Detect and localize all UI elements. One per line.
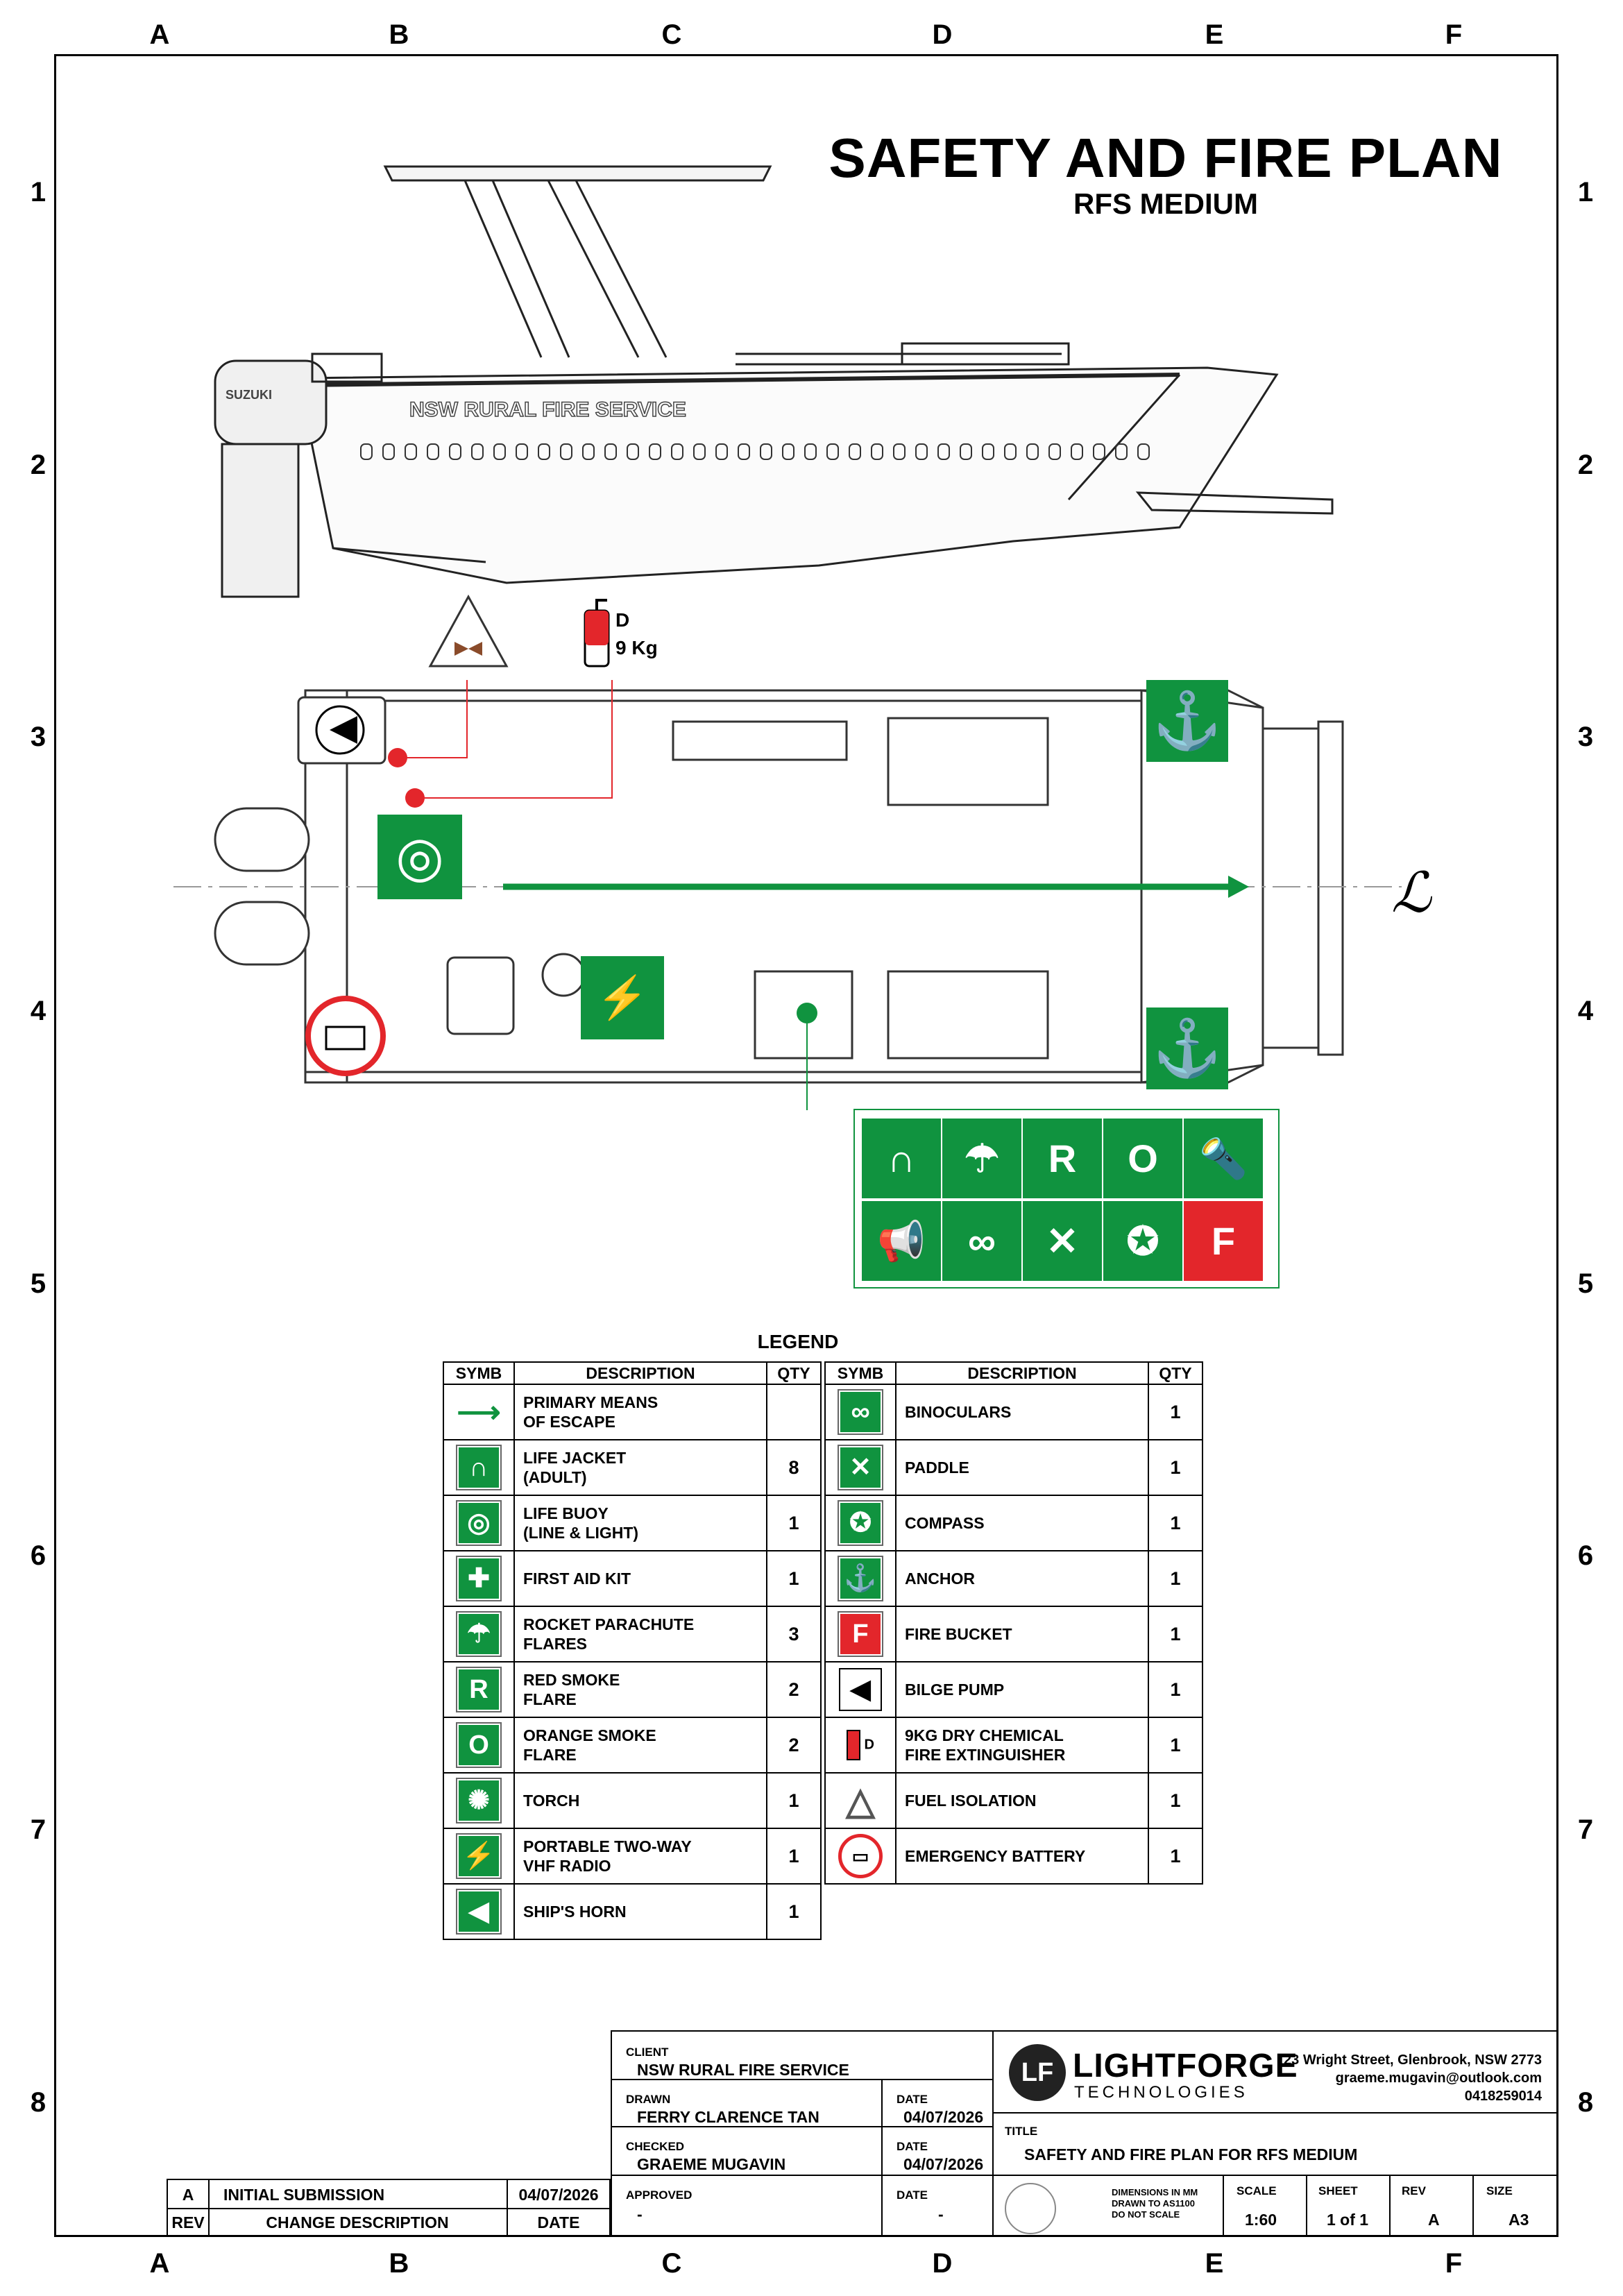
legend-qty: 1 xyxy=(1148,1773,1203,1828)
legend-row xyxy=(825,1606,1203,1662)
vhf-radio-icon: ⚡ xyxy=(457,1835,500,1878)
legend-row xyxy=(825,1551,1203,1606)
fire-bucket-icon: F xyxy=(839,1613,882,1656)
checked-label: CHECKED xyxy=(626,2140,685,2153)
company-address: 23 Wright Street, Glenbrook, NSW 2773 xyxy=(1284,2052,1542,2068)
zone-row-4: 4 xyxy=(30,996,46,1026)
page-subtitle: RFS MEDIUM xyxy=(1073,187,1258,220)
paddle-icon: ✕ xyxy=(1023,1201,1102,1281)
safety-locker xyxy=(853,1109,1280,1289)
fuel-isolation-icon: △ xyxy=(846,1780,875,1822)
legend-description: TORCH xyxy=(514,1773,767,1828)
ships-horn-icon: ◀ xyxy=(457,1890,500,1933)
drawn-date: 04/07/2026 xyxy=(903,2108,984,2126)
zone-col-b: B xyxy=(389,2248,409,2279)
zone-row-5: 5 xyxy=(30,1268,46,1299)
rev-value: A xyxy=(1428,2211,1440,2229)
checked-date-label: DATE xyxy=(897,2140,928,2153)
fire-extinguisher-icon: D xyxy=(847,1730,874,1760)
legend-description: ANCHOR xyxy=(896,1551,1148,1606)
revision-rev: A xyxy=(182,2186,194,2204)
checked-date: 04/07/2026 xyxy=(903,2155,984,2173)
legend-row xyxy=(825,1717,1203,1773)
approved-date-label: DATE xyxy=(897,2188,928,2202)
scale-value: 1:60 xyxy=(1245,2211,1277,2229)
drawing-notes xyxy=(1112,2187,1198,2220)
zone-col-a: A xyxy=(149,2248,170,2279)
legend-row xyxy=(443,1384,821,1440)
title-label: TITLE xyxy=(1005,2125,1038,2138)
legend-qty: 1 xyxy=(1148,1551,1203,1606)
compass-icon: ✪ xyxy=(1103,1201,1182,1281)
revision-desc: INITIAL SUBMISSION xyxy=(223,2186,385,2204)
first-aid-icon: ✚ xyxy=(457,1557,500,1600)
note-line: DRAWN TO AS1100 xyxy=(1112,2198,1195,2209)
legend-table-right xyxy=(824,1361,1203,1885)
life-jacket-icon: ∩ xyxy=(862,1119,941,1198)
zone-row-2: 2 xyxy=(1577,450,1594,480)
paddle-icon: ✕ xyxy=(839,1446,882,1489)
zone-col-f: F xyxy=(1445,19,1463,50)
legend-description: LIFE BUOY (LINE & LIGHT) xyxy=(514,1495,767,1551)
centerline-symbol: ℒ xyxy=(1391,860,1431,925)
legend-description: EMERGENCY BATTERY xyxy=(896,1828,1148,1884)
legend-qty: 1 xyxy=(1148,1717,1203,1773)
legend-description: FIRE BUCKET xyxy=(896,1606,1148,1662)
red-smoke-flare-icon: R xyxy=(457,1668,500,1711)
company-logo: LF xyxy=(1009,2044,1066,2101)
legend-description: PORTABLE TWO-WAY VHF RADIO xyxy=(514,1828,767,1884)
legend-row xyxy=(825,1828,1203,1884)
fire-extinguisher-icon xyxy=(579,593,614,670)
size-label: SIZE xyxy=(1486,2184,1513,2197)
revision-header-date: DATE xyxy=(537,2213,580,2231)
legend-row xyxy=(443,1606,821,1662)
binoculars-icon: ∞ xyxy=(942,1201,1021,1281)
engine-lettering: SUZUKI xyxy=(226,388,272,402)
zone-row-7: 7 xyxy=(30,1814,46,1845)
legend-row xyxy=(825,1384,1203,1440)
legend-row xyxy=(825,1662,1203,1717)
legend-description: COMPASS xyxy=(896,1495,1148,1551)
zone-row-5: 5 xyxy=(1577,1268,1594,1299)
hull-lettering: NSW RURAL FIRE SERVICE xyxy=(409,398,686,421)
zone-row-3: 3 xyxy=(30,722,46,752)
drawn-label: DRAWN xyxy=(626,2093,671,2106)
legend-header-symb: SYMB xyxy=(443,1362,514,1384)
zone-col-c: C xyxy=(661,19,682,50)
boat-plan-view xyxy=(167,680,1485,1110)
sheet-value: 1 of 1 xyxy=(1327,2211,1369,2229)
revision-block xyxy=(167,2179,611,2237)
legend-qty: 1 xyxy=(1148,1828,1203,1884)
life-jacket-icon: ∩ xyxy=(457,1446,500,1489)
approved-date: - xyxy=(938,2205,944,2223)
legend-qty: 1 xyxy=(767,1828,821,1884)
legend-row xyxy=(443,1884,821,1939)
legend-row xyxy=(825,1440,1203,1495)
legend-header-qty: QTY xyxy=(767,1362,821,1384)
legend-header-symb: SYMB xyxy=(825,1362,896,1384)
orange-smoke-flare-icon: O xyxy=(1103,1119,1182,1198)
zone-col-a: A xyxy=(149,19,170,50)
note-line: DO NOT SCALE xyxy=(1112,2209,1180,2220)
approved-value: - xyxy=(637,2205,643,2223)
legend-qty: 1 xyxy=(1148,1384,1203,1440)
legend-qty: 3 xyxy=(767,1606,821,1662)
legend-row xyxy=(443,1773,821,1828)
legend-qty: 2 xyxy=(767,1662,821,1717)
title-block xyxy=(611,2030,1558,2237)
revision-date: 04/07/2026 xyxy=(518,2186,599,2204)
legend-qty: 1 xyxy=(767,1495,821,1551)
legend-qty: 1 xyxy=(1148,1495,1203,1551)
legend-description: LIFE JACKET (ADULT) xyxy=(514,1440,767,1495)
legend-header-desc: DESCRIPTION xyxy=(896,1362,1148,1384)
scale-label: SCALE xyxy=(1237,2184,1277,2197)
extinguisher-weight: 9 Kg xyxy=(615,637,658,658)
legend-description: ROCKET PARACHUTE FLARES xyxy=(514,1606,767,1662)
legend-table-left xyxy=(443,1361,822,1940)
anchor-icon: ⚓ xyxy=(1146,1007,1228,1089)
zone-row-6: 6 xyxy=(30,1540,46,1571)
fuel-isolation-icon xyxy=(427,593,510,670)
zone-col-e: E xyxy=(1205,19,1224,50)
note-line: DIMENSIONS IN MM xyxy=(1112,2187,1198,2197)
zone-row-1: 1 xyxy=(30,177,46,207)
legend-row xyxy=(443,1662,821,1717)
parachute-flare-icon: ☂ xyxy=(457,1613,500,1656)
legend-description: ORANGE SMOKE FLARE xyxy=(514,1717,767,1773)
life-buoy-icon: ◎ xyxy=(457,1502,500,1545)
legend-qty: 2 xyxy=(767,1717,821,1773)
legend-description: FUEL ISOLATION xyxy=(896,1773,1148,1828)
company-email: graeme.mugavin@outlook.com xyxy=(1335,2070,1542,2086)
zone-col-d: D xyxy=(932,2248,953,2279)
binoculars-icon: ∞ xyxy=(839,1391,882,1434)
drawn-value: FERRY CLARENCE TAN xyxy=(637,2108,819,2126)
zone-col-c: C xyxy=(661,2248,682,2279)
legend-description: PRIMARY MEANS OF ESCAPE xyxy=(514,1384,767,1440)
legend-header-desc: DESCRIPTION xyxy=(514,1362,767,1384)
legend-description: 9KG DRY CHEMICAL FIRE EXTINGUISHER xyxy=(896,1717,1148,1773)
size-value: A3 xyxy=(1509,2211,1529,2229)
sheet-label: SHEET xyxy=(1318,2184,1358,2197)
parachute-flare-icon: ☂ xyxy=(942,1119,1021,1198)
escape-arrow-icon: ⟶ xyxy=(457,1395,501,1429)
legend-row xyxy=(443,1551,821,1606)
legend-qty xyxy=(767,1384,821,1440)
legend-description: PADDLE xyxy=(896,1440,1148,1495)
extinguisher-class: D xyxy=(615,609,630,631)
boat-side-view xyxy=(194,139,1374,611)
rev-label: REV xyxy=(1402,2184,1426,2197)
zone-row-1: 1 xyxy=(1577,177,1594,207)
legend-qty: 1 xyxy=(1148,1662,1203,1717)
projection-symbol xyxy=(1005,2183,1056,2234)
drawn-date-label: DATE xyxy=(897,2093,928,2106)
life-buoy-icon: ◎ xyxy=(377,815,462,899)
zone-row-8: 8 xyxy=(30,2087,46,2118)
zone-row-3: 3 xyxy=(1577,722,1594,752)
legend-description: BINOCULARS xyxy=(896,1384,1148,1440)
emergency-battery-icon: ▭ xyxy=(838,1834,883,1878)
zone-row-4: 4 xyxy=(1577,996,1594,1026)
legend-description: BILGE PUMP xyxy=(896,1662,1148,1717)
client-value: NSW RURAL FIRE SERVICE xyxy=(637,2061,849,2079)
torch-icon: 🔦 xyxy=(1184,1119,1263,1198)
zone-row-2: 2 xyxy=(30,450,46,480)
red-smoke-flare-icon: R xyxy=(1023,1119,1102,1198)
company-phone: 0418259014 xyxy=(1464,2089,1542,2104)
legend-qty: 8 xyxy=(767,1440,821,1495)
revision-header-rev: REV xyxy=(171,2213,205,2231)
legend-title: LEGEND xyxy=(757,1331,839,1352)
legend-qty: 1 xyxy=(1148,1440,1203,1495)
anchor-icon: ⚓ xyxy=(1146,680,1228,762)
legend-qty: 1 xyxy=(767,1551,821,1606)
zone-row-7: 7 xyxy=(1577,1814,1594,1845)
client-label: CLIENT xyxy=(626,2046,669,2059)
legend-row xyxy=(443,1828,821,1884)
legend-row xyxy=(443,1440,821,1495)
zone-col-b: B xyxy=(389,19,409,50)
legend-header-qty: QTY xyxy=(1148,1362,1203,1384)
company-name: LIGHTFORGE xyxy=(1073,2048,1298,2084)
legend-row xyxy=(443,1717,821,1773)
legend-row xyxy=(825,1495,1203,1551)
company-subname: TECHNOLOGIES xyxy=(1074,2083,1248,2102)
legend-qty: 1 xyxy=(767,1884,821,1939)
checked-value: GRAEME MUGAVIN xyxy=(637,2155,786,2173)
orange-smoke-flare-icon: O xyxy=(457,1724,500,1767)
legend-row xyxy=(443,1495,821,1551)
ships-horn-icon: 📢 xyxy=(862,1201,941,1281)
fire-bucket-icon: F xyxy=(1184,1201,1263,1281)
vhf-radio-icon: ⚡ xyxy=(581,956,664,1039)
legend-qty: 1 xyxy=(1148,1606,1203,1662)
zone-row-6: 6 xyxy=(1577,1540,1594,1571)
anchor-icon: ⚓ xyxy=(839,1557,882,1600)
zone-row-8: 8 xyxy=(1577,2087,1594,2118)
legend-row xyxy=(825,1773,1203,1828)
compass-icon: ✪ xyxy=(839,1502,882,1545)
approved-label: APPROVED xyxy=(626,2188,692,2202)
bilge-pump-icon: ◀ xyxy=(839,1668,882,1711)
page-title: SAFETY AND FIRE PLAN xyxy=(829,127,1503,189)
revision-header-desc: CHANGE DESCRIPTION xyxy=(266,2213,449,2231)
legend-description: SHIP'S HORN xyxy=(514,1884,767,1939)
legend-qty: 1 xyxy=(767,1773,821,1828)
zone-col-d: D xyxy=(932,19,953,50)
zone-col-e: E xyxy=(1205,2248,1224,2279)
torch-icon: ✺ xyxy=(457,1779,500,1822)
drawing-title: SAFETY AND FIRE PLAN FOR RFS MEDIUM xyxy=(1024,2145,1358,2163)
zone-col-f: F xyxy=(1445,2248,1463,2279)
legend-description: RED SMOKE FLARE xyxy=(514,1662,767,1717)
legend-description: FIRST AID KIT xyxy=(514,1551,767,1606)
